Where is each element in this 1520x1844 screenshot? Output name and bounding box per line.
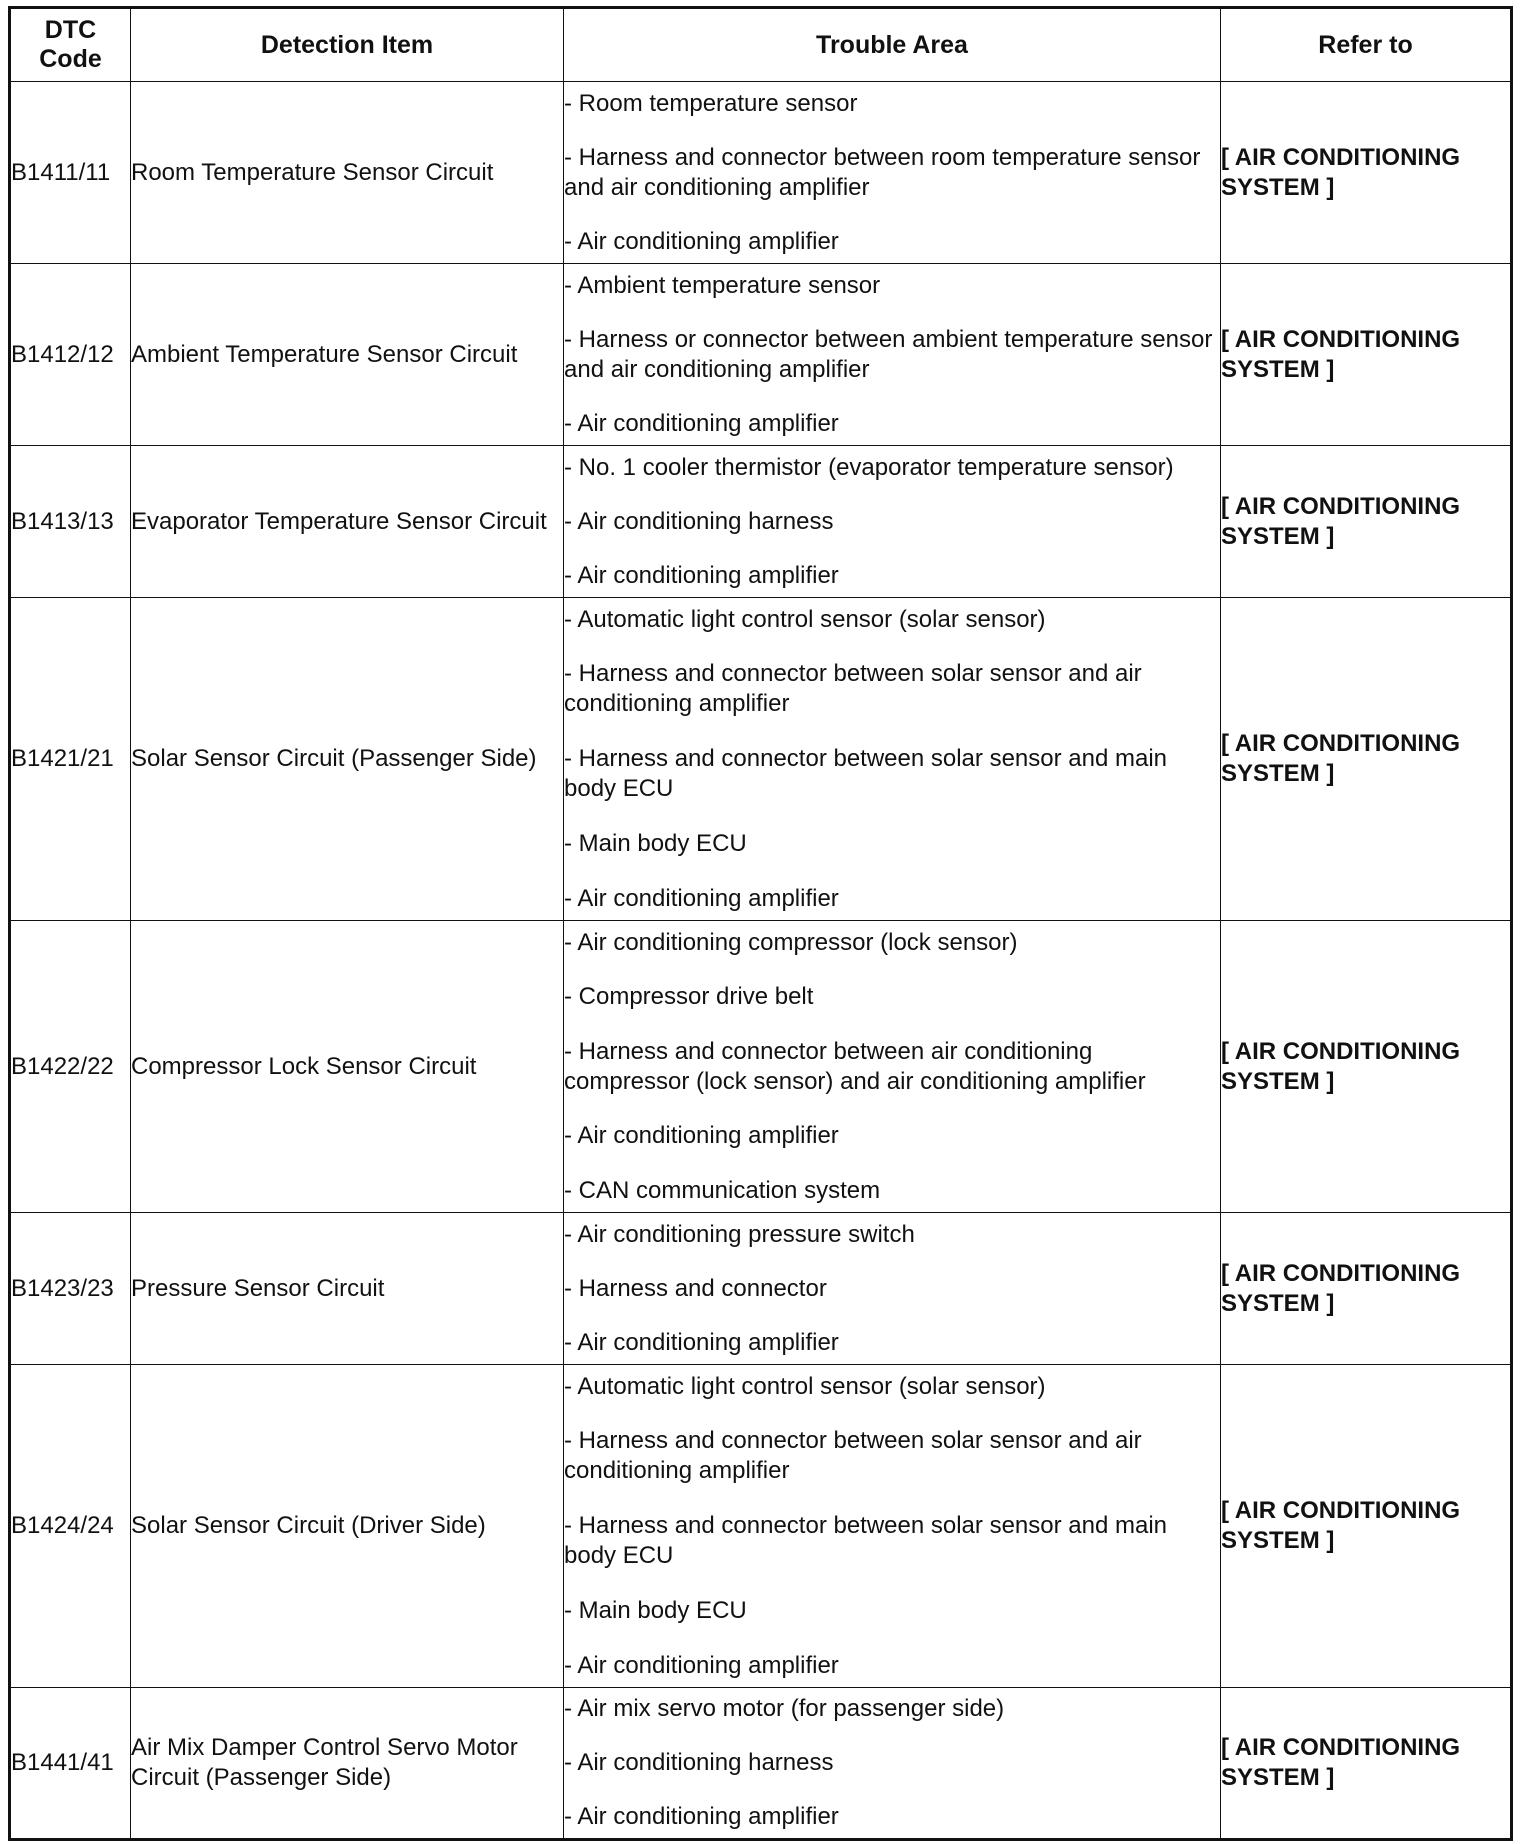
trouble-area-item: - Harness and connector [564,1274,827,1302]
detection-item-cell: Solar Sensor Circuit (Driver Side) [131,1365,564,1688]
table-row [10,921,1512,1213]
trouble-area-cell [564,1365,1221,1688]
table-row [10,1213,1512,1365]
refer-to-link[interactable]: [ AIR CONDITIONING SYSTEM ] [1221,264,1512,446]
refer-to-link[interactable]: [ AIR CONDITIONING SYSTEM ] [1221,1688,1512,1840]
header-refer-to: Refer to [1221,8,1512,82]
dtc-table-container [8,6,1513,1841]
refer-to-link[interactable]: [ AIR CONDITIONING SYSTEM ] [1221,921,1512,1213]
refer-to-link[interactable]: [ AIR CONDITIONING SYSTEM ] [1221,598,1512,921]
header-dtc-code-line2: Code [39,45,102,73]
trouble-area-item: - Air conditioning compressor (lock sensor) [564,928,1018,956]
trouble-area-item: - Harness and connector between air conditioning compressor (lock sensor) and air conditioning amplifier [564,1037,1146,1095]
trouble-area-item: - Room temperature sensor [564,89,858,117]
detection-item-cell: Pressure Sensor Circuit [131,1213,564,1365]
dtc-code-cell: B1413/13 [10,446,131,598]
trouble-area-item: - Air mix servo motor (for passenger side) [564,1695,1005,1722]
trouble-area-item: - Air conditioning harness [564,1749,834,1776]
dtc-code-cell: B1422/22 [10,921,131,1213]
trouble-area-list [564,1694,1220,1832]
refer-to-link[interactable]: [ AIR CONDITIONING SYSTEM ] [1221,1365,1512,1688]
trouble-area-item: - Air conditioning amplifier [564,409,839,437]
trouble-area-cell [564,1688,1221,1840]
trouble-area-item: - Main body ECU [564,1596,747,1624]
trouble-area-item: - Ambient temperature sensor [564,271,881,299]
refer-to-link[interactable]: [ AIR CONDITIONING SYSTEM ] [1221,82,1512,264]
trouble-area-cell [564,82,1221,264]
detection-item-cell: Solar Sensor Circuit (Passenger Side) [131,598,564,921]
table-row [10,82,1512,264]
trouble-area-cell [564,1213,1221,1365]
trouble-area-item: - Air conditioning pressure switch [564,1220,915,1248]
trouble-area-cell [564,921,1221,1213]
trouble-area-item: - No. 1 cooler thermistor (evaporator temperature sensor) [564,453,1174,481]
trouble-area-item: - Automatic light control sensor (solar sensor) [564,1372,1046,1400]
trouble-area-list [564,89,1220,257]
dtc-code-cell: B1421/21 [10,598,131,921]
dtc-code-cell: B1412/12 [10,264,131,446]
trouble-area-list [564,1220,1220,1358]
detection-item-cell: Compressor Lock Sensor Circuit [131,921,564,1213]
dtc-code-cell: B1441/41 [10,1688,131,1840]
trouble-area-item: - Harness and connector between room temperature sensor and air conditioning amplifier [564,143,1201,201]
header-dtc-code [10,8,131,82]
trouble-area-item: - Harness and connector between solar sensor and air conditioning amplifier [564,1427,1142,1485]
trouble-area-item: - Air conditioning harness [564,507,834,535]
table-row [10,264,1512,446]
refer-to-link[interactable]: [ AIR CONDITIONING SYSTEM ] [1221,1213,1512,1365]
trouble-area-list [564,928,1220,1206]
trouble-area-item: - Automatic light control sensor (solar sensor) [564,605,1046,633]
dtc-code-cell: B1411/11 [10,82,131,264]
trouble-area-item: - Compressor drive belt [564,983,814,1010]
trouble-area-item: - Air conditioning amplifier [564,1651,839,1679]
trouble-area-item: - Harness and connector between solar sensor and main body ECU [564,1512,1167,1569]
table-row [10,1688,1512,1840]
header-dtc-code-line1: DTC [44,16,97,44]
detection-item-cell: Evaporator Temperature Sensor Circuit [131,446,564,598]
trouble-area-list [564,1372,1220,1681]
dtc-code-cell: B1424/24 [10,1365,131,1688]
trouble-area-item: - Harness and connector between solar sensor and air conditioning amplifier [564,660,1142,718]
trouble-area-list [564,605,1220,914]
trouble-area-item: - Harness and connector between solar sensor and main body ECU [564,745,1167,802]
trouble-area-item: - Main body ECU [564,829,747,857]
table-body [10,82,1512,1840]
trouble-area-item: - Harness or connector between ambient temperature sensor and air conditioning amplifier [564,325,1213,383]
trouble-area-item: - Air conditioning amplifier [564,1803,839,1830]
table-row [10,1365,1512,1688]
dtc-code-cell: B1423/23 [10,1213,131,1365]
trouble-area-item: - Air conditioning amplifier [564,1122,839,1149]
trouble-area-cell [564,446,1221,598]
trouble-area-list [564,453,1220,591]
table-row [10,446,1512,598]
refer-to-link[interactable]: [ AIR CONDITIONING SYSTEM ] [1221,446,1512,598]
trouble-area-cell [564,264,1221,446]
header-detection-item: Detection Item [131,8,564,82]
trouble-area-cell [564,598,1221,921]
detection-item-cell: Air Mix Damper Control Servo Motor Circuit (Passenger Side) [131,1688,564,1840]
trouble-area-list [564,271,1220,439]
trouble-area-item: - Air conditioning amplifier [564,227,839,255]
table-header-row [10,8,1512,82]
trouble-area-item: - Air conditioning amplifier [564,1328,839,1356]
detection-item-cell: Ambient Temperature Sensor Circuit [131,264,564,446]
trouble-area-item: - Air conditioning amplifier [564,561,839,589]
detection-item-cell: Room Temperature Sensor Circuit [131,82,564,264]
trouble-area-item: - CAN communication system [564,1176,881,1204]
table-row [10,598,1512,921]
dtc-table [8,6,1513,1841]
trouble-area-item: - Air conditioning amplifier [564,884,839,912]
header-trouble-area: Trouble Area [564,8,1221,82]
